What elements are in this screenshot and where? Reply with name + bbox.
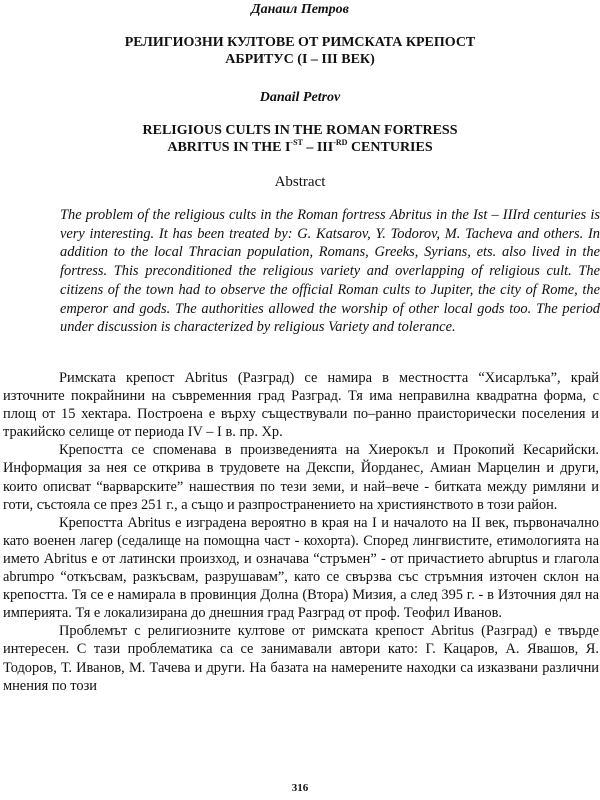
title-english-line-2-part-2: – III — [302, 140, 334, 155]
body-text — [3, 369, 599, 695]
body-paragraph-4: Проблемът с религиозните култове от римската крепост Abritus (Разград) е твърде интересен. С тази проблематика са се занимавали автори като: Г. Кацаров, А. Явашов, Я. Тодоров, Т. Иванов, М. Тачева и други. На базата на намерените находки са изказвани различни мнения по този — [3, 623, 599, 694]
abstract-heading: Abstract — [274, 174, 326, 190]
title-bulgarian — [40, 34, 560, 68]
title-bulgarian-line-1: РЕЛИГИОЗНИ КУЛТОВЕ ОТ РИМСКАТА КРЕПОСТ — [124, 35, 476, 50]
body-paragraph-2: Крепостта се споменава в произведенията на Хиерокъл и Прокопий Кесарийски. Информация за нея се открива в трудовете на Декспи, Йорданес, Амиан Марцелин и други, които описват “варварските” нашествия по тези земи, и най–вече - битката между римляни и готи, състояла се през 251 г., а също и разпространението на християнството в този район. — [3, 442, 599, 513]
title-english-line-1: RELIGIOUS CULTS IN THE ROMAN FORTRESS — [142, 123, 458, 138]
abstract-text: The problem of the religious cults in the Roman fortress Abritus in the Ist – IIIrd centuries is very interesting. It has been treated by: G. Katsarov, Y. Todorov, M. Tacheva and others. In addition to the local Thracian population, Romans, Greeks, Syrians, ets. also lived in the fortress. This preconditioned the religious variety and overlapping of religious cult. The citizens of the town had to observe the official Roman cults to Jupiter, the city of Rome, the emperor and gods. The authorities allowed the worship of other local gods too. The period under discussion is characterized by religious Variety and tolerance. — [60, 207, 600, 336]
body-paragraph-1: Римската крепост Abritus (Разград) се намира в местността “Хисарлъка”, край източните покрайнини на съвременния град Разград. Тя има неправилна квадратна форма, с площ от 15 хектара. Построена е върху съществували по–ранно праисторически поселения и тракийско селище от периода IV – I в. пр. Хр. — [3, 370, 599, 441]
title-english-line-2-part-1: ABRITUS IN THE I — [167, 140, 291, 155]
title-english-line-2 — [40, 139, 560, 156]
superscript-rd: -RD — [333, 138, 348, 147]
superscript-st: -ST — [290, 138, 303, 147]
title-bulgarian-line-2: АБРИТУС (I – III ВЕК) — [225, 52, 375, 67]
title-english-line-2-part-3: CENTURIES — [347, 140, 433, 155]
title-english — [40, 122, 560, 156]
body-paragraph-3: Крепостта Abritus е изградена вероятно в края на I и началото на II век, първоначално като военен лагер (седалище на помощна част - кохорта). Според лингвистите, етимологията на името Abritus е от латински произход, и означава “стръмен” - от причастието abruptus и глагола abrumpo “откъсвам, разкъсвам, разрушавам”, като се свързва със стръмния източен склон на крепостта. Тя се е намирала в провинция Долна (Втора) Мизия, а след 395 г. - в Източния дял на империята. Тя е локализирана до днешния град Разград от проф. Теофил Иванов. — [3, 514, 599, 622]
author-name-english: Danail Petrov — [259, 90, 341, 105]
author-name-bulgarian: Данаил Петров — [251, 2, 349, 17]
page-number: 316 — [291, 782, 309, 794]
